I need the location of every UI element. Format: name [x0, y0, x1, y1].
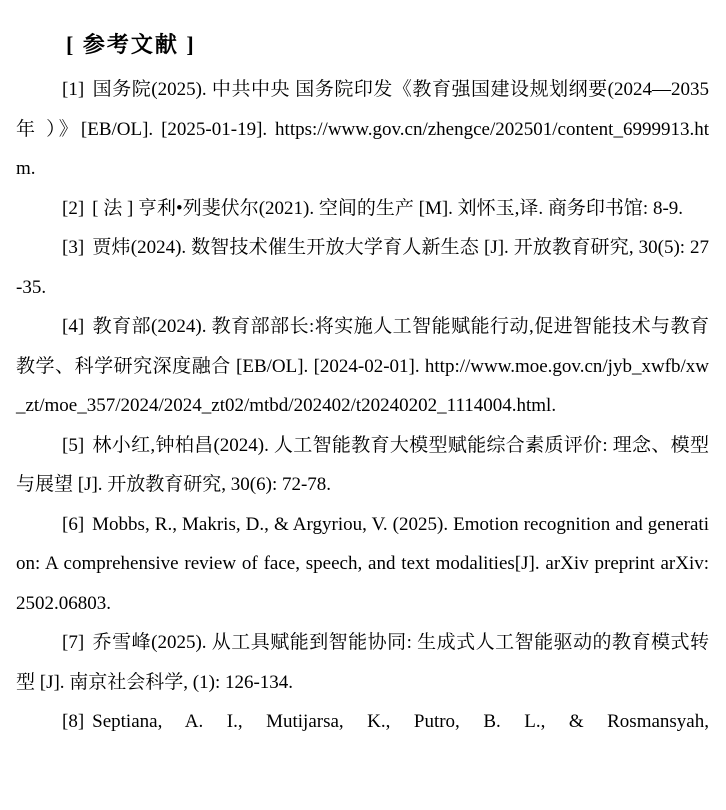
reference-number: [7]	[62, 632, 85, 653]
reference-text: [ 法 ] 亨利•列斐伏尔(2021). 空间的生产 [M]. 刘怀玉,译. 商务印书馆: 8-9.	[92, 197, 684, 219]
reference-number: [1]	[62, 79, 85, 100]
reference-list	[16, 70, 709, 742]
reference-text: Mobbs, R., Makris, D., & Argyriou, V. (2025). Emotion recognition and generation: A comprehensive review of face, speech, and text modalities[J]. arXiv preprint arXiv: 2502.06803.	[16, 513, 709, 614]
reference-text: 教育部(2024). 教育部部长:将实施人工智能赋能行动,促进智能技术与教育教学、科学研究深度融合 [EB/OL]. [2024-02-01]. http://www.moe.gov.cn/jyb_xwfb/xw_zt/moe_357/2024/2024_zt02/mtbd/202402/t20240202_1114004.html.	[16, 316, 709, 416]
reference-item	[16, 307, 709, 426]
reference-item	[16, 702, 709, 742]
reference-number: [6]	[62, 513, 85, 535]
reference-item	[16, 623, 709, 702]
reference-item	[16, 70, 709, 189]
reference-number: [5]	[62, 434, 85, 456]
reference-item	[16, 189, 709, 229]
reference-number: [8]	[62, 711, 85, 732]
reference-item	[16, 228, 709, 307]
reference-text: 乔雪峰(2025). 从工具赋能到智能协同: 生成式人工智能驱动的教育模式转型 [J]. 南京社会科学, (1): 126-134.	[16, 632, 709, 693]
reference-item	[16, 426, 709, 505]
reference-number: [3]	[62, 237, 85, 258]
reference-text: 贾炜(2024). 数智技术催生开放大学育人新生态 [J]. 开放教育研究, 30(5): 27-35.	[16, 237, 709, 298]
reference-text: 国务院(2025). 中共中央 国务院印发《教育强国建设规划纲要(2024—2035 年 ）》[EB/OL]. [2025-01-19]. https://www.gov.cn/zhengce/202501/content_6999913.htm.	[16, 79, 709, 179]
references-heading: [ 参考文献 ]	[66, 32, 196, 57]
reference-text: 林小红,钟柏昌(2024). 人工智能教育大模型赋能综合素质评价: 理念、模型与展望 [J]. 开放教育研究, 30(6): 72-78.	[16, 434, 709, 495]
reference-number: [4]	[62, 316, 85, 337]
reference-text: Septiana, A. I., Mutijarsa, K., Putro, B. L., & Rosmansyah,	[92, 711, 709, 732]
reference-item	[16, 505, 709, 624]
reference-number: [2]	[62, 197, 85, 219]
